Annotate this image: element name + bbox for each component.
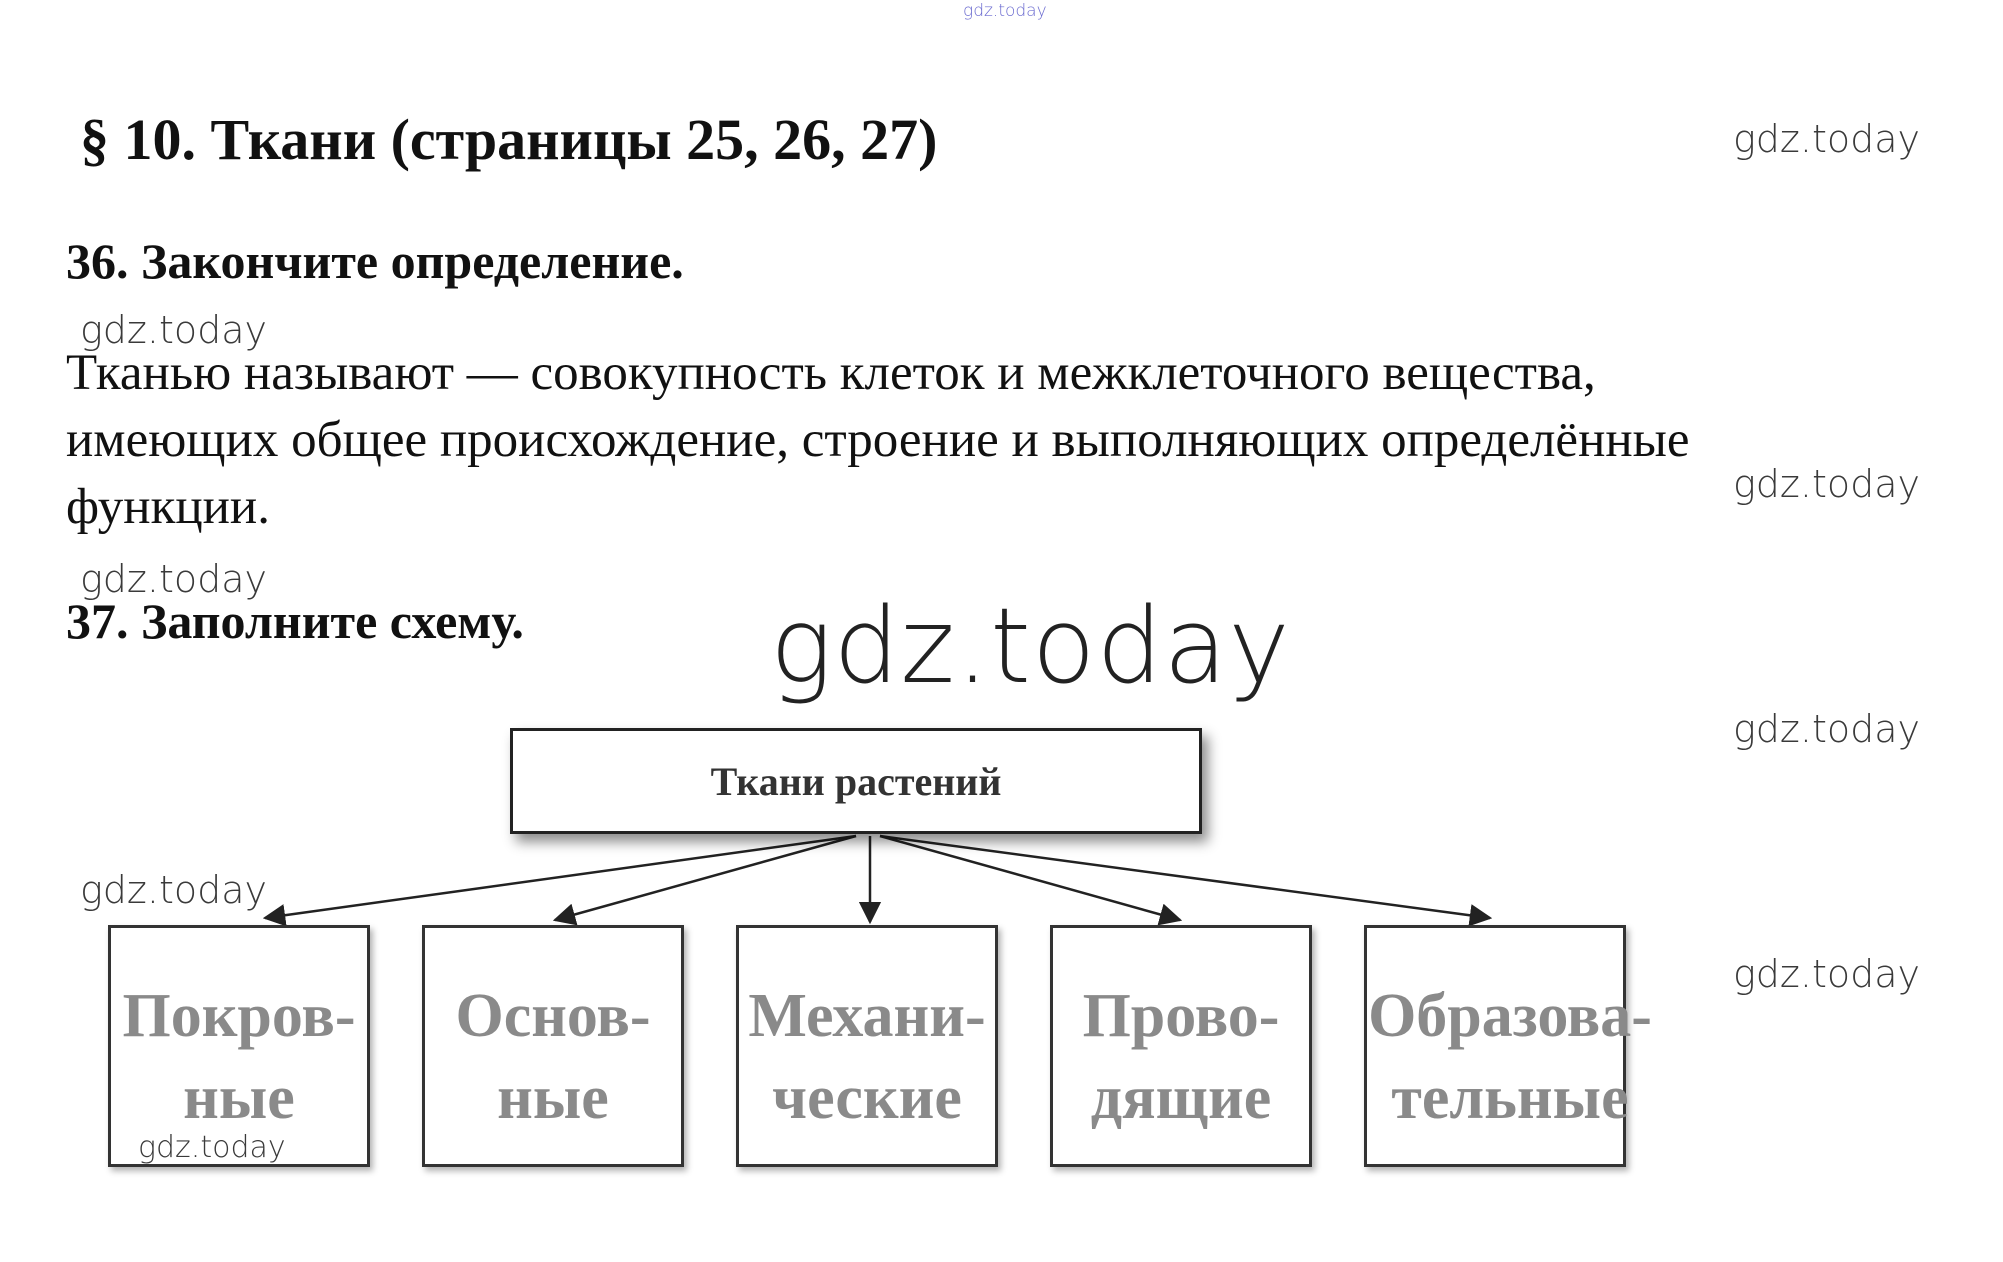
- arrow-to-osnovnye: [555, 836, 856, 920]
- task-36-title: 36. Закончите определение.: [66, 233, 684, 289]
- diagram-leaf-obrazovatelnye: Образова- тельные: [1368, 982, 1652, 1132]
- watermark: gdz.today: [1733, 117, 1920, 161]
- watermark: gdz.today: [1733, 462, 1920, 506]
- section-title: § 10. Ткани (страницы 25, 26, 27): [80, 107, 938, 172]
- diagram-root-box: [510, 728, 1202, 834]
- watermark: gdz.today: [80, 308, 267, 352]
- diagram-leaf-provodyashchie: Прово- дящие: [1082, 982, 1280, 1132]
- arrow-to-provodyashchie: [880, 836, 1180, 920]
- watermark: gdz.today: [1733, 707, 1920, 751]
- watermark: gdz.today: [80, 557, 267, 601]
- task-37-title: 37. Заполните схему.: [66, 593, 524, 649]
- arrow-to-pokrovnye: [265, 836, 856, 918]
- watermark: gdz.today: [80, 868, 267, 912]
- watermark: gdz.today: [138, 1130, 286, 1165]
- watermark-large: gdz.today: [770, 585, 1291, 707]
- task-36-answer: Тканью называют — совокупность клеток и межклеточного вещества, имеющих общее происхождение, строение и выполняющих определённые функции.: [66, 345, 1690, 535]
- diagram-leaf-mekhanicheskie: Механи- ческие: [748, 982, 986, 1132]
- arrow-to-obrazovatelnye: [880, 836, 1490, 918]
- diagram-root-label: Ткани растений: [710, 758, 1002, 804]
- diagram-leaf-osnovnye: Основ- ные: [455, 982, 651, 1132]
- watermark: gdz.today: [1733, 952, 1920, 996]
- watermark-top: gdz.today: [963, 1, 1047, 21]
- diagram-leaf-pokrovnye: Покров- ные: [122, 982, 356, 1132]
